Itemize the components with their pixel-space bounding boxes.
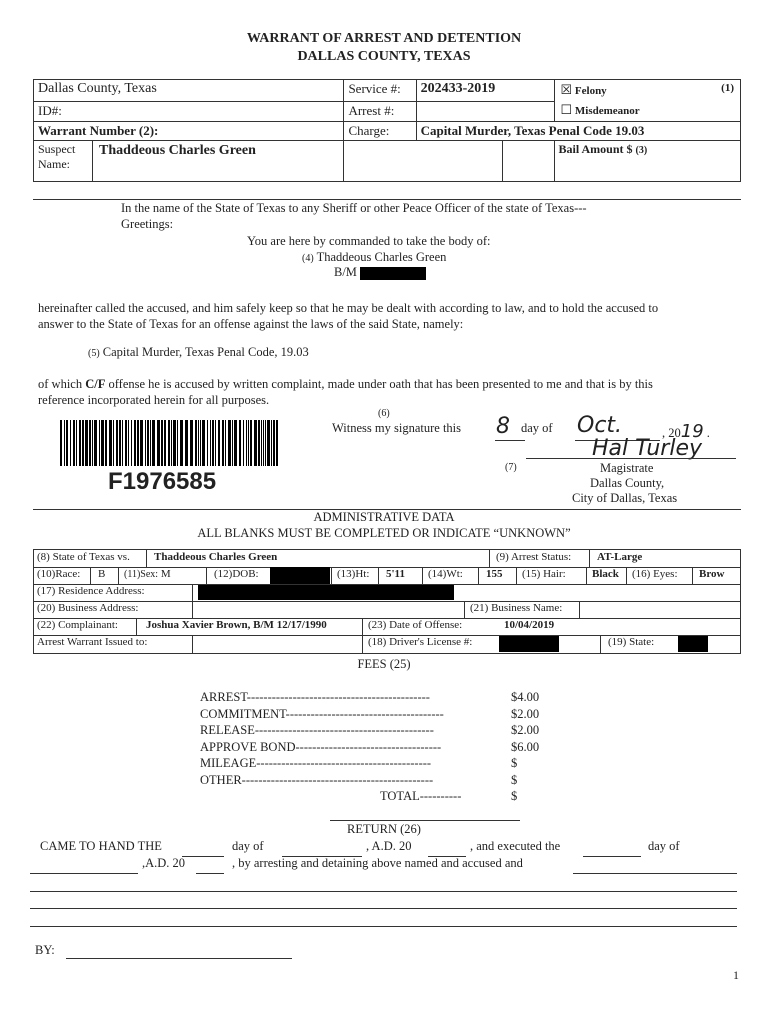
subject-bm: B/M — [334, 265, 357, 279]
signature-line — [526, 458, 736, 459]
year-value: 19 — [680, 421, 704, 442]
fee-amount: $6.00 — [511, 739, 540, 754]
fee-label: RELEASE------------------------------------------- — [200, 723, 434, 737]
warrant-number-label: Warrant Number (2): — [34, 122, 344, 141]
offense-text: Capital Murder, Texas Penal Code, 19.03 — [102, 345, 309, 359]
barcode-bar — [89, 420, 91, 466]
blank-exec-year[interactable] — [196, 873, 224, 874]
fees-divider — [330, 820, 520, 821]
barcode-bar — [263, 420, 264, 466]
barcode-bar — [210, 420, 211, 466]
command-text: You are here by commanded to take the body of: — [247, 234, 491, 248]
offense-line — [88, 345, 309, 360]
service-number: 202433-2019 — [416, 80, 554, 102]
year-prefix: , 20 — [662, 426, 681, 440]
license-redaction — [499, 636, 559, 652]
paragraph1-line2: answer to the State of Texas for an offense against the laws of the said State, namely: — [38, 317, 464, 331]
suspect-name: Thaddeous Charles Green — [99, 143, 256, 158]
paragraph2-line2: reference incorporated herein for all purposes. — [38, 393, 270, 407]
arrest-status-value: AT-Large — [597, 551, 643, 563]
hair-label: (15) Hair: — [522, 568, 566, 580]
total-amount: $ — [511, 789, 518, 803]
fee-row — [200, 739, 540, 757]
barcode-bar — [79, 420, 81, 466]
barcode-bar — [207, 420, 208, 466]
paragraph1-line1: hereinafter called the accused, and him safely keep so that he may be dealt with according to law, and to hold the accused to — [38, 301, 659, 315]
barcode-bar — [145, 420, 146, 466]
barcode-bar — [195, 420, 197, 466]
barcode-bar — [271, 420, 272, 466]
day-of-2: day of — [648, 839, 680, 853]
day-of-label: day of — [521, 421, 553, 435]
barcode-bar — [76, 420, 77, 466]
arrest-label: Arrest #: — [344, 102, 416, 122]
fee-label: MILEAGE------------------------------------------ — [200, 756, 432, 770]
page-number: 1 — [733, 968, 739, 982]
barcode-bar — [248, 420, 249, 466]
magistrate-city: City of Dallas, Texas — [572, 491, 678, 505]
barcode-bar — [92, 420, 93, 466]
barcode-bar — [119, 420, 121, 466]
barcode-bar — [152, 420, 155, 466]
barcode-bar — [137, 420, 139, 466]
barcode-bar — [168, 420, 170, 466]
barcode-bar — [180, 420, 183, 466]
barcode-bar — [250, 420, 252, 466]
license-label: (18) Driver's License #: — [368, 636, 473, 648]
admin-table — [33, 549, 741, 654]
bail-num: (3) — [635, 145, 648, 156]
barcode-bar — [212, 420, 214, 466]
fee-row — [200, 706, 540, 724]
fee-row — [200, 723, 540, 740]
barcode-bar — [200, 420, 201, 466]
fee-amount: $ — [511, 756, 518, 770]
barcode-bar — [234, 420, 237, 466]
sex-value: M — [160, 568, 171, 580]
state-vs-label: (8) State of Texas vs. — [37, 551, 130, 563]
barcode-bar — [228, 420, 231, 466]
day-value: 8 — [496, 414, 510, 439]
barcode-bar — [185, 420, 188, 466]
barcode-bar — [99, 420, 100, 466]
arresting-text: , by arresting and detaining above named and accused and — [232, 856, 523, 870]
witness-text: Witness my signature this — [332, 421, 461, 435]
fees-list — [200, 690, 540, 789]
barcode-bar — [202, 420, 205, 466]
month-value: Oct. — [577, 413, 623, 438]
fee-row — [200, 756, 530, 773]
eyes-value: Brow — [699, 568, 725, 580]
fee-row — [200, 773, 530, 790]
cf-label: C/F — [85, 377, 106, 391]
race-value: B — [98, 568, 106, 580]
bail-label: Bail Amount $ — [558, 142, 633, 156]
barcode-bar — [70, 420, 71, 466]
return-line-2[interactable] — [30, 908, 737, 909]
fee-label: APPROVE BOND----------------------------------- — [200, 739, 442, 754]
magistrate-signature: Hal Turley — [592, 436, 703, 461]
county-cell: Dallas County, Texas — [34, 80, 344, 102]
issued-to-label: Arrest Warrant Issued to: — [37, 636, 148, 648]
business-address-label: (20) Business Address: — [37, 602, 139, 614]
state-vs-value: Thaddeous Charles Green — [154, 551, 278, 563]
barcode-bar — [254, 420, 257, 466]
offense-date-value: 10/04/2019 — [504, 619, 555, 631]
barcode-bar — [73, 420, 75, 466]
num6: (6) — [378, 408, 390, 419]
barcode-bar — [128, 420, 129, 466]
return-heading: RETURN (26) — [347, 822, 421, 836]
redaction-box — [360, 267, 426, 280]
sex-field — [124, 568, 171, 580]
barcode-bar — [232, 420, 233, 466]
complainant-value: Joshua Xavier Brown, B/M 12/17/1990 — [146, 619, 327, 631]
barcode-bar — [246, 420, 247, 466]
suspect-cell — [34, 141, 344, 182]
barcode-number: F1976585 — [108, 468, 217, 495]
residence-label: (17) Residence Address: — [37, 585, 145, 597]
id-label: ID#: — [34, 102, 344, 122]
blank-continuation[interactable] — [573, 873, 737, 874]
fee-label: OTHER---------------------------------------------- — [200, 772, 434, 787]
barcode-bar — [85, 420, 88, 466]
barcode-bar — [171, 420, 172, 466]
came-to-hand: CAME TO HAND THE — [40, 839, 162, 853]
barcode-bar — [198, 420, 199, 466]
blank-cell — [344, 141, 554, 182]
day-underline — [495, 440, 525, 441]
divider — [33, 199, 741, 200]
arrest-status-label: (9) Arrest Status: — [496, 551, 572, 563]
offense-num: (5) — [88, 348, 100, 359]
ad-20-2: ,A.D. 20 — [142, 856, 186, 870]
barcode-bar — [190, 420, 193, 466]
height-label: (13)Ht: — [337, 568, 370, 580]
year-line: , 2019 . — [662, 421, 710, 442]
suspect-label: Suspect Name: — [34, 141, 93, 181]
return-line-1[interactable] — [30, 891, 737, 892]
charge-value: Capital Murder, Texas Penal Code 19.03 — [416, 122, 740, 141]
num7: (7) — [505, 462, 517, 473]
charge-label: Charge: — [344, 122, 416, 141]
paragraph2-pre: of which — [38, 377, 86, 391]
admin-heading: ADMINISTRATIVE DATA — [313, 510, 455, 524]
barcode-bar — [82, 420, 84, 466]
fee-amount: $2.00 — [511, 723, 540, 737]
barcode-bar — [94, 420, 97, 466]
barcode-bar — [64, 420, 65, 466]
weight-label: (14)Wt: — [428, 568, 463, 580]
race-label: (10)Race: — [37, 568, 81, 580]
fee-row — [200, 690, 540, 707]
weight-value: 155 — [486, 568, 503, 580]
subject-bm-line — [334, 265, 426, 280]
barcode-bar — [243, 420, 244, 466]
ad-20-1: , A.D. 20 — [366, 839, 412, 853]
dob-redaction — [270, 567, 330, 584]
executed-text: , and executed the — [470, 839, 561, 853]
day-of-1: day of — [232, 839, 264, 853]
paragraph2-post: offense he is accused by written complaint, made under oath that has been presented to me and that is by this — [105, 377, 653, 391]
blank-exec-month[interactable] — [30, 873, 138, 874]
barcode-bar — [125, 420, 127, 466]
felony-num: (1) — [721, 82, 734, 94]
service-label: Service #: — [344, 80, 416, 102]
barcode-bar — [164, 420, 166, 466]
barcode-bar — [157, 420, 160, 466]
barcode-bar — [173, 420, 176, 466]
barcode-bar — [60, 420, 62, 466]
warrant-header-table — [33, 79, 741, 182]
barcode-bar — [267, 420, 270, 466]
dob-label: (12)DOB: — [214, 568, 259, 580]
bail-cell — [554, 141, 741, 182]
height-value: 5'11 — [386, 568, 405, 580]
barcode-bar — [147, 420, 149, 466]
magistrate-label: Magistrate — [600, 461, 654, 475]
return-line-3[interactable] — [30, 926, 737, 927]
state-label: (19) State: — [608, 636, 655, 648]
by-label: BY: — [35, 943, 55, 957]
barcode-bar — [134, 420, 136, 466]
barcode-bar — [258, 420, 260, 466]
document-subtitle: DALLAS COUNTY, TEXAS — [297, 49, 471, 64]
magistrate-county: Dallas County, — [590, 476, 665, 490]
barcode-bar — [215, 420, 216, 466]
fees-heading: FEES (25) — [357, 657, 411, 671]
barcode-bar — [218, 420, 220, 466]
blank-exec-day[interactable] — [583, 856, 641, 857]
barcode-bar — [222, 420, 224, 466]
barcode-bar — [273, 420, 275, 466]
barcode-bar — [101, 420, 104, 466]
greeting-line2: Greetings: — [121, 217, 174, 231]
residence-redaction — [198, 585, 454, 600]
barcode-bar — [140, 420, 143, 466]
barcode-bar — [276, 420, 278, 466]
business-name-label: (21) Business Name: — [470, 602, 563, 614]
felony-cell — [554, 80, 741, 122]
barcode-bar — [265, 420, 266, 466]
admin-subheading: ALL BLANKS MUST BE COMPLETED OR INDICATE “UNKNOWN” — [197, 526, 571, 540]
by-signature-line[interactable] — [66, 958, 292, 959]
barcode-bar — [177, 420, 178, 466]
greeting-line1: In the name of the State of Texas to any Sheriff or other Peace Officer of the state of Texas--- — [121, 201, 587, 215]
subject-name: Thaddeous Charles Green — [316, 250, 447, 264]
paragraph2-line1 — [38, 377, 653, 392]
document-title: WARRANT OF ARREST AND DETENTION — [246, 31, 522, 46]
subject-name-line — [302, 250, 446, 265]
total-label: TOTAL---------- — [380, 789, 462, 803]
fee-amount: $ — [511, 772, 518, 787]
offense-date-label: (23) Date of Offense: — [368, 619, 463, 631]
barcode-bar — [161, 420, 163, 466]
fee-amount: $4.00 — [511, 690, 540, 704]
barcode — [60, 420, 280, 466]
blank-day[interactable] — [182, 856, 224, 857]
barcode-bar — [239, 420, 241, 466]
barcode-bar — [105, 420, 107, 466]
barcode-bar — [113, 420, 114, 466]
felony-checkbox[interactable]: ☒ — [560, 82, 573, 97]
barcode-bar — [131, 420, 132, 466]
arrest-number — [416, 102, 554, 122]
misdemeanor-checkbox[interactable]: ☐ — [560, 102, 573, 117]
hair-value: Black — [592, 568, 619, 580]
eyes-label: (16) Eyes: — [632, 568, 678, 580]
barcode-bar — [150, 420, 151, 466]
state-redaction — [678, 636, 708, 652]
barcode-bar — [116, 420, 118, 466]
barcode-bar — [66, 420, 68, 466]
sex-label: (11)Sex: — [124, 569, 159, 580]
fee-label: COMMITMENT-------------------------------------- — [200, 706, 444, 721]
fee-amount: $2.00 — [511, 706, 540, 721]
barcode-bar — [225, 420, 226, 466]
complainant-label: (22) Complainant: — [37, 619, 118, 631]
subject-num: (4) — [302, 253, 314, 264]
misdemeanor-label: Misdemeanor — [574, 105, 640, 117]
fee-label: ARREST-------------------------------------------- — [200, 690, 430, 704]
barcode-bar — [122, 420, 123, 466]
barcode-bar — [109, 420, 112, 466]
felony-label: Felony — [574, 85, 607, 97]
barcode-bar — [261, 420, 262, 466]
